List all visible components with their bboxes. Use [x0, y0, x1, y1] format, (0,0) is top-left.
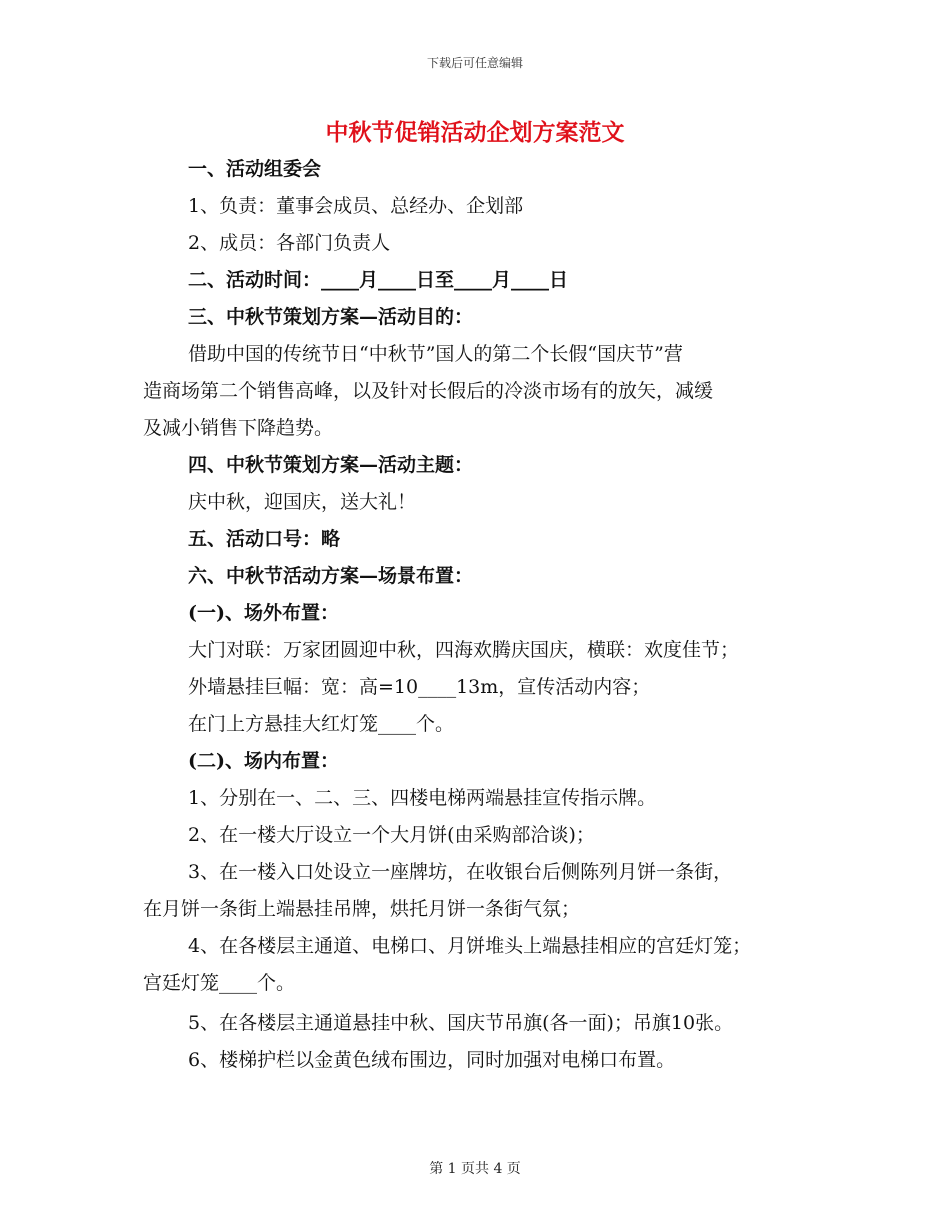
- list-item-continuation: 宫廷灯笼____个。: [143, 972, 296, 994]
- paragraph-line: 2、成员：各部门负责人: [188, 232, 391, 254]
- subheading-outdoor: (一)、场外布置：: [188, 602, 339, 624]
- paragraph-line: 及减小销售下降趋势。: [143, 417, 334, 439]
- paragraph-line: 造商场第二个销售高峰，以及针对长假后的冷淡市场有的放矢，减缓: [143, 380, 714, 402]
- paragraph-line: 1、负责：董事会成员、总经办、企划部: [188, 195, 524, 217]
- paragraph-line: 大门对联：万家团圆迎中秋，四海欢腾庆国庆，横联：欢度佳节；: [188, 639, 740, 661]
- list-item-continuation: 在月饼一条街上端悬挂吊牌，烘托月饼一条街气氛；: [143, 898, 581, 920]
- list-item: 5、在各楼层主通道悬挂中秋、国庆节吊旗(各一面)；吊旗10张。: [188, 1012, 734, 1034]
- heading-slogan: 五、活动口号：略: [188, 528, 341, 550]
- list-item: 1、分别在一、二、三、四楼电梯两端悬挂宣传指示牌。: [188, 787, 657, 809]
- page-footer-pagination: 第 1 页共 4 页: [429, 1161, 521, 1177]
- list-item: 3、在一楼入口处设立一座牌坊，在收银台后侧陈列月饼一条街，: [188, 861, 733, 883]
- heading-scene-layout: 六、中秋节活动方案—场景布置：: [188, 565, 474, 587]
- paragraph-line: 借助中国的传统节日“中秋节”国人的第二个长假“国庆节”营: [188, 343, 683, 365]
- heading-purpose: 三、中秋节策划方案—活动目的：: [188, 306, 474, 328]
- paragraph-line: 外墙悬挂巨幅：宽：高=10____13m，宣传活动内容；: [188, 676, 651, 698]
- list-item: 4、在各楼层主通道、电梯口、月饼堆头上端悬挂相应的宫廷灯笼；: [188, 935, 752, 957]
- list-item: 2、在一楼大厅设立一个大月饼(由采购部洽谈)；: [188, 824, 595, 846]
- heading-activity-time: 二、活动时间：____月____日至____月____日: [188, 269, 569, 291]
- list-item: 6、楼梯护栏以金黄色绒布围边，同时加强对电梯口布置。: [188, 1049, 676, 1071]
- paragraph-line: 庆中秋，迎国庆，送大礼！: [188, 491, 417, 513]
- subheading-indoor: (二)、场内布置：: [188, 750, 339, 772]
- paragraph-line: 在门上方悬挂大红灯笼____个。: [188, 713, 455, 735]
- heading-theme: 四、中秋节策划方案—活动主题：: [188, 454, 474, 476]
- document-title: 中秋节促销活动企划方案范文: [325, 119, 625, 146]
- page-header-note: 下载后可任意编辑: [426, 56, 523, 70]
- heading-committee: 一、活动组委会: [188, 158, 322, 180]
